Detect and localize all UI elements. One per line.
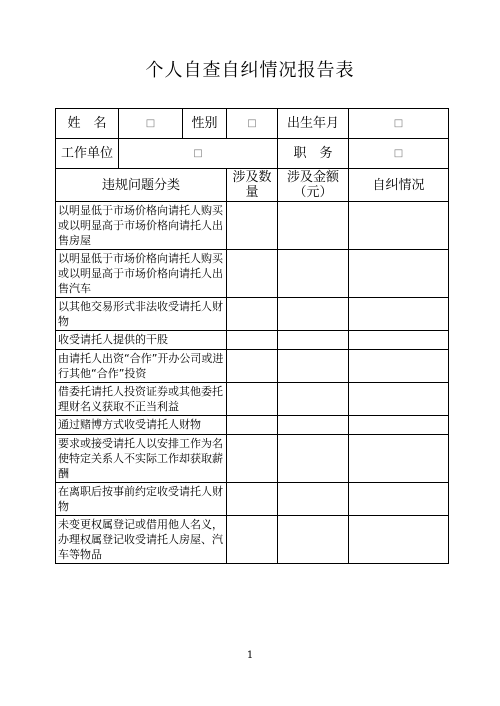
self-check-cell[interactable] [349,250,449,298]
position-value[interactable]: □ [349,139,449,169]
amount-cell[interactable] [278,483,349,516]
table-row [56,298,449,331]
info-row-2 [56,139,449,169]
name-label: 姓 名 [56,109,119,139]
gender-value[interactable]: □ [227,109,278,139]
table-row [56,383,449,416]
work-unit-label: 工作单位 [56,139,119,169]
quantity-cell[interactable] [227,383,278,416]
page-number: 1 [246,650,254,661]
amount-cell[interactable] [278,435,349,483]
self-check-header: 自纠情况 [349,169,449,202]
amount-cell[interactable] [278,516,349,564]
self-check-cell[interactable] [349,483,449,516]
page-title: 个人自查自纠情况报告表 [145,60,355,81]
violation-item: 以明显低于市场价格向请托人购买或以明显高于市场价格向请托人出售房屋 [56,202,227,250]
self-check-cell[interactable] [349,331,449,350]
violation-item: 在离职后按事前约定收受请托人财物 [56,483,227,516]
name-value[interactable]: □ [119,109,183,139]
self-check-cell[interactable] [349,298,449,331]
position-label: 职 务 [278,139,349,169]
self-check-cell[interactable] [349,202,449,250]
violation-item: 要求或接受请托人以安排工作为名使特定关系人不实际工作却获取薪酬 [56,435,227,483]
column-header-row [56,169,449,202]
amount-cell[interactable] [278,250,349,298]
table-row [56,250,449,298]
self-check-cell[interactable] [349,435,449,483]
amount-header: 涉及金额（元） [278,169,349,202]
birth-value[interactable]: □ [349,109,449,139]
birth-label: 出生年月 [278,109,349,139]
violation-item: 以其他交易形式非法收受请托人财物 [56,298,227,331]
quantity-cell[interactable] [227,416,278,435]
self-check-cell[interactable] [349,516,449,564]
violation-item: 未变更权属登记或借用他人名义，办理权属登记收受请托人房屋、汽车等物品 [56,516,227,564]
quantity-cell[interactable] [227,298,278,331]
self-check-cell[interactable] [349,383,449,416]
self-check-cell[interactable] [349,416,449,435]
table-row [56,350,449,383]
table-row [56,516,449,564]
violation-item: 由请托人出资“合作”开办公司或进行其他“合作”投资 [56,350,227,383]
info-row-1 [56,109,449,139]
report-table [55,108,449,564]
quantity-cell[interactable] [227,202,278,250]
table-row [56,435,449,483]
quantity-cell[interactable] [227,435,278,483]
amount-cell[interactable] [278,350,349,383]
table-row [56,416,449,435]
table-row [56,483,449,516]
amount-cell[interactable] [278,383,349,416]
quantity-header: 涉及数量 [227,169,278,202]
violation-item: 通过赌博方式收受请托人财物 [56,416,227,435]
gender-label: 性别 [183,109,227,139]
table-row [56,331,449,350]
violation-item: 借委托请托人投资证券或其他委托理财名义获取不正当利益 [56,383,227,416]
amount-cell[interactable] [278,202,349,250]
quantity-cell[interactable] [227,483,278,516]
quantity-cell[interactable] [227,331,278,350]
violation-item: 收受请托人提供的干股 [56,331,227,350]
quantity-cell[interactable] [227,350,278,383]
violation-item: 以明显低于市场价格向请托人购买或以明显高于市场价格向请托人出售汽车 [56,250,227,298]
amount-cell[interactable] [278,331,349,350]
work-unit-value[interactable]: □ [119,139,278,169]
self-check-cell[interactable] [349,350,449,383]
violation-category-header: 违规问题分类 [56,169,227,202]
amount-cell[interactable] [278,416,349,435]
amount-cell[interactable] [278,298,349,331]
quantity-cell[interactable] [227,516,278,564]
quantity-cell[interactable] [227,250,278,298]
table-row [56,202,449,250]
